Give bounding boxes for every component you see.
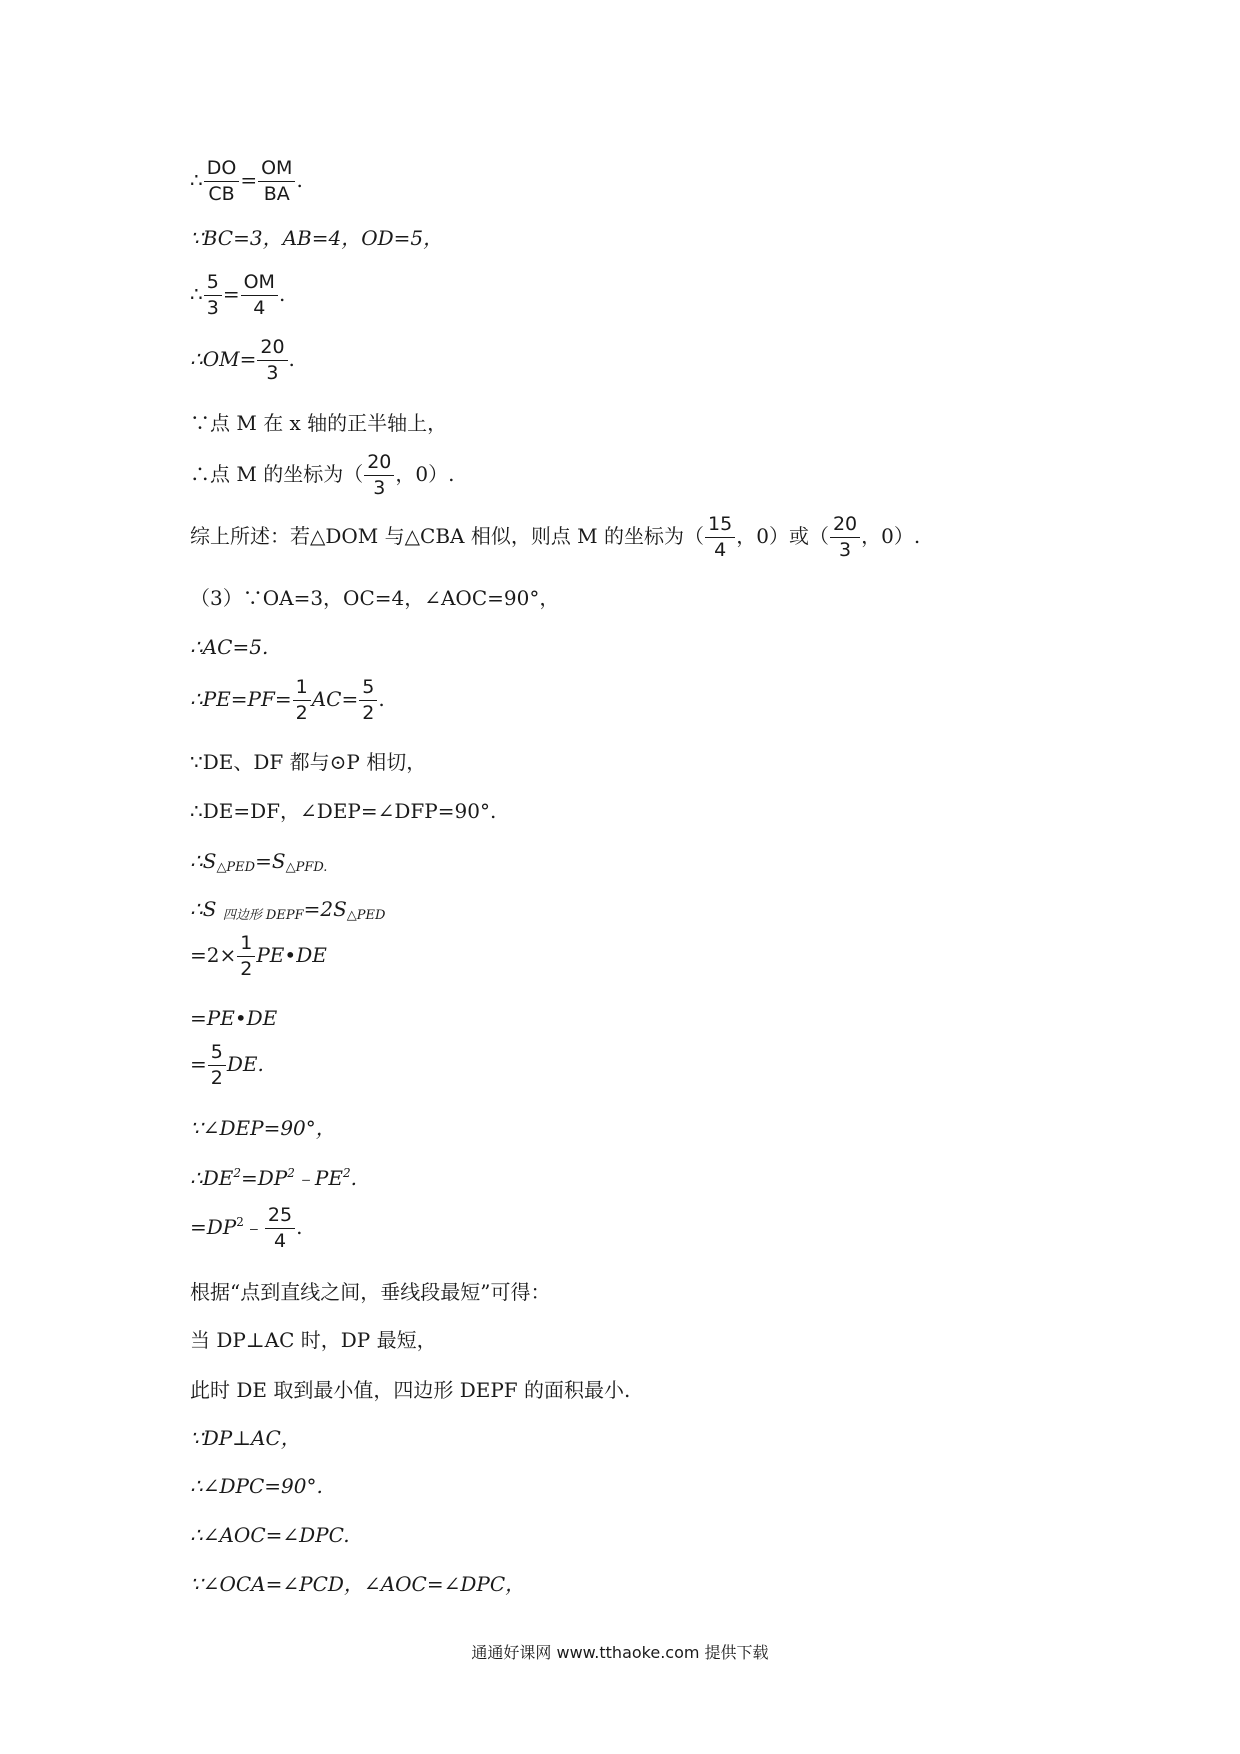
page-footer: 通通好课网 www.tthaoke.com 提供下载	[471, 1643, 769, 1662]
text: ∴S	[190, 897, 223, 921]
period: .	[296, 1214, 303, 1239]
text: =DP	[190, 1214, 237, 1239]
therefore-symbol: ∴	[190, 281, 203, 306]
expression: AC=	[311, 686, 359, 711]
period: .	[378, 686, 385, 711]
line-3	[190, 272, 285, 319]
denominator: 4	[273, 1229, 287, 1252]
denominator: BA	[263, 182, 290, 205]
numerator: 5	[208, 1042, 226, 1066]
equals: =	[222, 281, 240, 306]
text: ，0）或（	[736, 523, 829, 548]
line-24: ∵DP⊥AC，	[190, 1426, 301, 1450]
numerator: 1	[237, 933, 255, 957]
fraction	[830, 514, 860, 561]
denominator: 4	[253, 296, 266, 319]
period: .	[278, 281, 286, 306]
text: 综上所述：若△DOM 与△CBA 相似，则点 M 的坐标为（	[190, 523, 705, 548]
fraction	[265, 1205, 295, 1252]
line-15	[190, 933, 327, 980]
denominator: CB	[208, 182, 235, 205]
fraction	[359, 677, 377, 724]
subscript: △PED	[346, 908, 386, 923]
fraction	[204, 272, 222, 319]
line-7	[190, 514, 920, 561]
superscript: 2	[342, 1166, 351, 1180]
fraction	[237, 933, 255, 980]
expression: DE.	[226, 1051, 264, 1076]
line-11: ∵DE、DF 都与⊙P 相切，	[190, 750, 427, 774]
denominator: 3	[373, 476, 386, 499]
denominator: 3	[839, 538, 852, 561]
superscript: 2	[287, 1166, 295, 1180]
line-21: 根据“点到直线之间，垂线段最短”可得：	[190, 1280, 551, 1304]
text: ﹣PE	[294, 1166, 343, 1190]
line-12: ∴DE=DF，∠DEP=∠DFP=90°.	[190, 799, 497, 823]
line-25: ∴∠DPC=90°.	[190, 1474, 323, 1498]
fraction	[208, 1042, 226, 1089]
text: ∴S	[190, 849, 217, 873]
line-26: ∴∠AOC=∠DPC.	[190, 1523, 350, 1547]
fraction	[257, 337, 287, 384]
denominator: 4	[714, 538, 727, 561]
numerator: DO	[204, 158, 240, 182]
superscript: 2	[236, 1214, 244, 1229]
line-9: ∴AC=5.	[190, 635, 269, 659]
line-8: （3）∵OA=3，OC=4，∠AOC=90°，	[190, 586, 560, 610]
therefore-symbol: ∴	[190, 167, 203, 192]
text: ，0）.	[395, 461, 455, 486]
numerator: OM	[258, 158, 295, 182]
line-22: 当 DP⊥AC 时，DP 最短，	[190, 1328, 437, 1352]
line-14	[190, 899, 385, 922]
numerator: OM	[241, 272, 278, 296]
numerator: 15	[705, 514, 735, 538]
text: =	[190, 1051, 207, 1076]
line-27: ∵∠OCA=∠PCD，∠AOC=∠DPC，	[190, 1572, 526, 1596]
line-19	[190, 1167, 357, 1188]
line-1	[190, 158, 303, 205]
fraction	[204, 158, 240, 205]
denominator: 2	[295, 701, 308, 724]
fraction	[293, 677, 311, 724]
subscript: △PED	[216, 860, 256, 875]
line-2: ∵BC=3，AB=4，OD=5，	[190, 226, 444, 250]
denominator: 3	[266, 361, 279, 384]
numerator: 20	[257, 337, 287, 361]
numerator: 1	[293, 677, 311, 701]
equals: =	[240, 167, 258, 192]
line-13	[190, 851, 327, 874]
period: .	[296, 167, 303, 192]
expression: PE•DE	[256, 942, 327, 967]
numerator: 25	[265, 1205, 295, 1229]
line-18: ∵∠DEP=90°，	[190, 1116, 336, 1140]
line-20	[190, 1205, 302, 1252]
numerator: 5	[204, 272, 222, 296]
text: =S	[255, 849, 286, 873]
line-6	[190, 452, 454, 499]
line-5: ∵点 M 在 x 轴的正半轴上，	[190, 411, 448, 435]
denominator: 3	[206, 296, 219, 319]
denominator: 2	[240, 957, 253, 980]
numerator: 20	[364, 452, 394, 476]
expression: ∴PE=PF=	[190, 686, 292, 711]
text: ∴点 M 的坐标为（	[190, 461, 364, 486]
text: ﹣	[243, 1214, 264, 1239]
period: .	[288, 346, 295, 371]
fraction	[258, 158, 295, 205]
expression: ∴OM=	[190, 346, 257, 371]
subscript: △PFD.	[285, 860, 328, 875]
superscript: 2	[233, 1166, 241, 1180]
denominator: 2	[210, 1066, 223, 1089]
numerator: 5	[359, 677, 377, 701]
text: =2S	[303, 897, 347, 921]
line-10	[190, 677, 385, 724]
subscript: 四边形 DEPF	[222, 908, 304, 923]
text: .	[350, 1166, 357, 1190]
text: ∴DE	[190, 1166, 234, 1190]
line-23: 此时 DE 取到最小值，四边形 DEPF 的面积最小.	[190, 1378, 631, 1402]
fraction	[241, 272, 278, 319]
line-17	[190, 1042, 264, 1089]
numerator: 20	[830, 514, 860, 538]
line-16: =PE•DE	[190, 1006, 278, 1030]
text: =DP	[241, 1166, 288, 1190]
text: =2×	[190, 942, 237, 967]
line-4	[190, 337, 295, 384]
text: ，0）.	[861, 523, 921, 548]
fraction	[364, 452, 394, 499]
denominator: 2	[362, 701, 375, 724]
fraction	[705, 514, 735, 561]
